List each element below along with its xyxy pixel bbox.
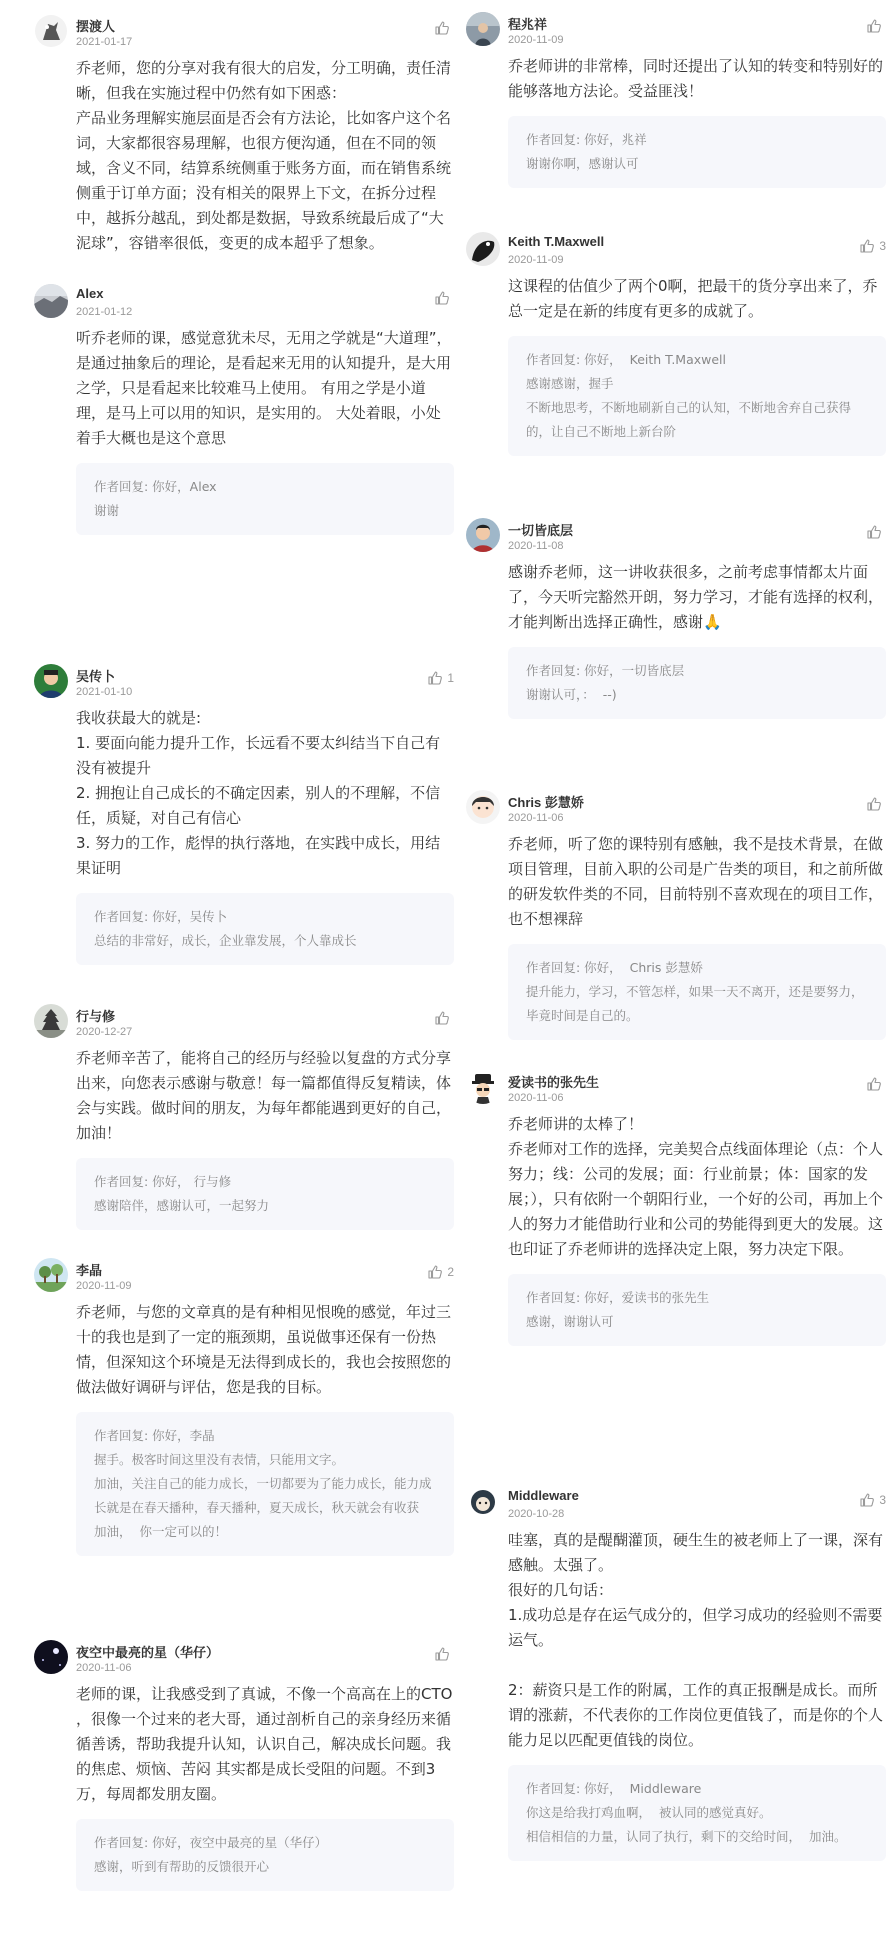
reply-line: 作者回复: 你好，一切皆底层 bbox=[526, 663, 685, 678]
comment-item bbox=[34, 664, 454, 965]
author-reply bbox=[508, 116, 886, 188]
reply-line: 作者回复: 你好， 行与修 bbox=[94, 1174, 232, 1189]
like-button[interactable] bbox=[859, 1492, 886, 1508]
avatar[interactable] bbox=[34, 284, 68, 318]
author-reply bbox=[76, 1412, 454, 1556]
comment-item bbox=[34, 1258, 454, 1556]
author-reply bbox=[76, 1819, 454, 1891]
reply-line: 感谢，听到有帮助的反馈很开心 bbox=[94, 1859, 270, 1874]
comment-text: 乔老师，与您的文章真的是有种相见恨晚的感觉，年过三十的我也是到了一定的瓶颈期，虽说做事还保有一份热情，但深知这个环境是无法得到成长的，我也会按照您的做法做好调研与评估，您是我的目标。 bbox=[76, 1303, 452, 1396]
author-reply bbox=[76, 893, 454, 965]
thumbs-up-icon bbox=[434, 1010, 450, 1026]
comment-text: 乔老师，您的分享对我有很大的启发，分工明确，责任清晰，但我在实施过程中仍然有如下困惑： 产品业务理解实施层面是否会有方法论，比如客户这个名词，大家都很容易理解，也很方便沟通，但在不同的领域，含义不同，结算系统侧重于账务方面，而在销售系统侧重于订单方面；没有相关的限界上下文，在拆分过程中，越拆分越乱，到处都是数据，导致系统最后成了“大泥球”，容错率很低，变更的成本超乎了想象。 bbox=[76, 59, 452, 252]
commenter-name[interactable]: 夜空中最亮的星（华仔） bbox=[76, 1645, 220, 1660]
comment-date: 2020-11-08 bbox=[508, 540, 564, 552]
comment-text: 乔老师，听了您的课特别有感触，我不是技术背景，在做项目管理，目前入职的公司是广告类的项目，和之前所做的研发软件类的不同，目前特别不喜欢现在的项目工作，也不想裸辞 bbox=[508, 835, 884, 928]
commenter-name[interactable]: Middleware bbox=[508, 1488, 579, 1503]
comment-text: 听乔老师的课，感觉意犹未尽，无用之学就是“大道理”，是通过抽象后的理论，是看起来无用的认知提升，是大用之学，只是看起来比较难马上使用。 有用之学是小道理，是马上可以用的知识，是实用的。 大处着眼，小处着手大概也是这个意思 bbox=[76, 329, 452, 447]
author-reply bbox=[508, 647, 886, 719]
like-button[interactable] bbox=[427, 1264, 454, 1280]
thumbs-up-icon bbox=[859, 238, 875, 254]
thumbs-up-icon bbox=[434, 1646, 450, 1662]
reply-line: 作者回复: 你好，吴传卜 bbox=[94, 909, 228, 924]
comment-text: 老师的课，让我感受到了真诚，不像一个高高在上的CTO ，很像一个过来的老大哥，通过剖析自己的亲身经历来循循善诱，帮助我提升认知，认识自己，解决成长问题。我的焦虑、烦恼、苦闷 其实都是成长受阻的问题。不到3万，每周都发朋友圈。 bbox=[76, 1685, 458, 1803]
thumbs-up-icon bbox=[427, 1264, 443, 1280]
like-count: 2 bbox=[447, 1265, 454, 1279]
comment-item bbox=[466, 1486, 886, 1861]
author-reply bbox=[76, 463, 454, 535]
comment-item bbox=[34, 284, 454, 535]
comment-date: 2020-10-28 bbox=[508, 1508, 565, 1520]
avatar[interactable] bbox=[466, 1070, 500, 1104]
like-count: 1 bbox=[447, 671, 454, 685]
reply-line: 感谢，谢谢认可 bbox=[526, 1314, 614, 1329]
reply-line: 加油， 你一定可以的！ bbox=[94, 1524, 227, 1539]
reply-line: 总结的非常好，成长，企业靠发展，个人靠成长 bbox=[94, 933, 357, 948]
like-button[interactable] bbox=[859, 238, 886, 254]
like-count: 3 bbox=[879, 239, 886, 253]
author-reply bbox=[508, 1765, 886, 1861]
reply-line: 谢谢 bbox=[94, 503, 120, 518]
reply-line: 加油，关注自己的能力成长，一切都要为了能力成长，能力成长就是在春天播种，春天播种，夏天成长，秋天就会有收获 bbox=[94, 1476, 432, 1515]
avatar[interactable] bbox=[466, 1486, 500, 1520]
comment-date: 2020-11-06 bbox=[508, 1092, 564, 1104]
reply-line: 不断地思考，不断地刷新自己的认知，不断地舍弃自己获得的，让自己不断地上新台阶 bbox=[526, 400, 852, 439]
comment-date: 2020-11-09 bbox=[508, 34, 564, 46]
like-count: 3 bbox=[879, 1493, 886, 1507]
comment-item bbox=[34, 1640, 458, 1891]
commenter-name[interactable]: Alex bbox=[76, 286, 104, 301]
commenter-name[interactable]: 一切皆底层 bbox=[508, 523, 574, 538]
comment-date: 2020-11-06 bbox=[508, 812, 564, 824]
commenter-name[interactable]: 程兆祥 bbox=[508, 17, 548, 32]
reply-line: 握手。极客时间这里没有表情，只能用文字。 bbox=[94, 1452, 345, 1467]
like-button[interactable] bbox=[866, 524, 886, 540]
reply-line: 你这是给我打鸡血啊， 被认同的感觉真好。 bbox=[526, 1805, 772, 1820]
reply-line: 谢谢认可，： --) bbox=[526, 687, 617, 702]
avatar[interactable] bbox=[466, 12, 500, 46]
comment-item bbox=[466, 1070, 886, 1346]
comment-text: 我收获最大的就是: 1. 要面向能力提升工作，长远看不要太纠结当下自己有没有被提升 2. 拥抱让自己成长的不确定因素，别人的不理解，不信任，质疑，对自己有信心 3. 努力的工作，彪悍的执行落地，在实践中成长，用结果证明 bbox=[76, 709, 441, 877]
reply-line: 作者回复: 你好，李晶 bbox=[94, 1428, 215, 1443]
comment-item bbox=[466, 12, 886, 188]
reply-line: 作者回复: 你好，爱读书的张先生 bbox=[526, 1290, 710, 1305]
commenter-name[interactable]: 行与修 bbox=[76, 1009, 116, 1024]
like-button[interactable] bbox=[434, 20, 454, 36]
reply-line: 作者回复: 你好，夜空中最亮的星（华仔） bbox=[94, 1835, 328, 1850]
comment-text: 感谢乔老师，这一讲收获很多，之前考虑事情都太片面了，今天听完豁然开朗，努力学习，才能有选择的权利，才能判断出选择正确性，感谢🙏 bbox=[508, 563, 884, 631]
comment-item bbox=[34, 14, 454, 256]
comment-text: 哇塞，真的是醍醐灌顶，硬生生的被老师上了一课，深有感触。太强了。 很好的几句话： 1.成功总是存在运气成分的，但学习成功的经验则不需要运气。 2：薪资只是工作的附属，工作的真正报酬是成长。而所谓的涨薪，不代表你的工作岗位更值钱了，而是你的个人能力足以匹配更值钱的岗位。 bbox=[508, 1531, 884, 1749]
comment-date: 2020-11-09 bbox=[508, 254, 564, 266]
comment-date: 2020-12-27 bbox=[76, 1026, 133, 1038]
comment-item bbox=[466, 518, 886, 719]
avatar[interactable] bbox=[34, 664, 68, 698]
comment-text: 乔老师讲的太棒了！ 乔老师对工作的选择，完美契合点线面体理论（点：个人努力；线：公司的发展；面：行业前景；体：国家的发展；），只有依附一个朝阳行业，一个好的公司，再加上个人的努力才能借助行业和公司的势能得到更大的发展。这也印证了乔老师讲的选择决定上限，努力决定下限。 bbox=[508, 1115, 884, 1258]
author-reply bbox=[508, 944, 886, 1040]
reply-line: 作者回复: 你好，Alex bbox=[94, 479, 217, 494]
like-button[interactable] bbox=[427, 670, 454, 686]
comment-text: 这课程的估值少了两个0啊，把最干的货分享出来了，乔总一定是在新的纬度有更多的成就了。 bbox=[508, 277, 878, 320]
comment-item bbox=[34, 1004, 454, 1230]
comment-date: 2021-01-17 bbox=[76, 36, 133, 48]
comment-item bbox=[466, 790, 886, 1040]
thumbs-up-icon bbox=[866, 796, 882, 812]
comment-date: 2020-11-06 bbox=[76, 1662, 132, 1674]
reply-line: 提升能力，学习，不管怎样，如果一天不离开，还是要努力，毕竟时间是自己的。 bbox=[526, 984, 864, 1023]
thumbs-up-icon bbox=[434, 290, 450, 306]
like-button[interactable] bbox=[434, 1010, 454, 1026]
commenter-name[interactable]: Chris 彭慧娇 bbox=[508, 795, 584, 810]
commenter-name[interactable]: Keith T.Maxwell bbox=[508, 234, 605, 249]
like-button[interactable] bbox=[434, 1646, 454, 1662]
avatar[interactable] bbox=[34, 1258, 68, 1292]
comment-date: 2020-11-09 bbox=[76, 1280, 132, 1292]
thumbs-up-icon bbox=[859, 1492, 875, 1508]
reply-line: 作者回复: 你好， Chris 彭慧娇 bbox=[526, 960, 703, 975]
avatar[interactable] bbox=[34, 1004, 68, 1038]
comment-date: 2021-01-10 bbox=[76, 686, 133, 698]
avatar[interactable] bbox=[466, 232, 500, 266]
thumbs-up-icon bbox=[866, 18, 882, 34]
reply-line: 感谢感谢，握手 bbox=[526, 376, 614, 391]
commenter-name[interactable]: 摆渡人 bbox=[76, 19, 116, 34]
like-button[interactable] bbox=[866, 796, 886, 812]
like-button[interactable] bbox=[866, 1076, 886, 1092]
comment-text: 乔老师讲的非常棒，同时还提出了认知的转变和特别好的能够落地方法论。受益匪浅！ bbox=[508, 57, 884, 100]
author-reply bbox=[508, 336, 886, 456]
reply-line: 谢谢你啊，感谢认可 bbox=[526, 156, 639, 171]
avatar[interactable] bbox=[34, 1640, 68, 1674]
comment-item bbox=[466, 232, 886, 456]
reply-line: 作者回复: 你好， Keith T.Maxwell bbox=[526, 352, 726, 367]
avatar[interactable] bbox=[466, 518, 500, 552]
commenter-name[interactable]: 吴传卜 bbox=[76, 669, 116, 684]
avatar[interactable] bbox=[34, 14, 68, 48]
comment-text: 乔老师辛苦了，能将自己的经历与经验以复盘的方式分享出来，向您表示感谢与敬意！每一篇都值得反复精读，体会与实践。做时间的朋友，为每年都能遇到更好的自己，加油！ bbox=[76, 1049, 452, 1142]
author-reply bbox=[76, 1158, 454, 1230]
thumbs-up-icon bbox=[866, 524, 882, 540]
thumbs-up-icon bbox=[866, 1076, 882, 1092]
author-reply bbox=[508, 1274, 886, 1346]
comment-date: 2021-01-12 bbox=[76, 306, 133, 318]
thumbs-up-icon bbox=[434, 20, 450, 36]
thumbs-up-icon bbox=[427, 670, 443, 686]
avatar[interactable] bbox=[466, 790, 500, 824]
commenter-name[interactable]: 爱读书的张先生 bbox=[508, 1075, 600, 1090]
reply-line: 作者回复: 你好，兆祥 bbox=[526, 132, 647, 147]
commenter-name[interactable]: 李晶 bbox=[76, 1263, 103, 1278]
reply-line: 相信相信的力量，认同了执行，剩下的交给时间， 加油。 bbox=[526, 1829, 847, 1844]
like-button[interactable] bbox=[866, 18, 886, 34]
like-button[interactable] bbox=[434, 290, 454, 306]
reply-line: 作者回复: 你好， Middleware bbox=[526, 1781, 702, 1796]
reply-line: 感谢陪伴，感谢认可，一起努力 bbox=[94, 1198, 270, 1213]
